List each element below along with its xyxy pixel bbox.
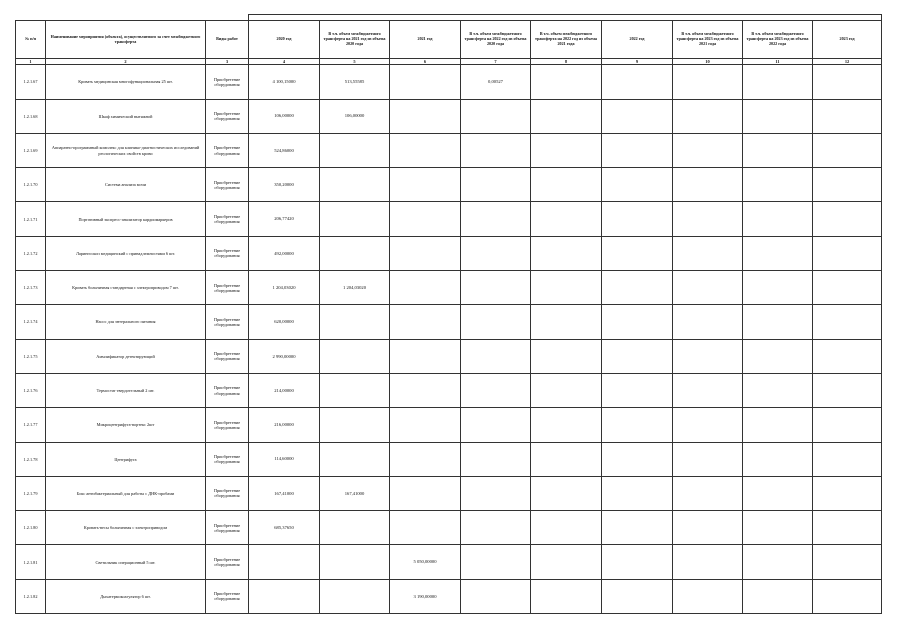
- table-cell: Приобретение оборудования: [206, 133, 249, 167]
- column-number: 10: [673, 59, 743, 65]
- table-row: [16, 271, 882, 305]
- column-header: В т.ч. объем межбюджетного трансферта на 2022 год из объема 2020 года: [461, 21, 531, 59]
- table-cell: [813, 442, 882, 476]
- table-cell: [461, 373, 531, 407]
- table-cell: Приобретение оборудования: [206, 202, 249, 236]
- table-cell: 1.2.1.69: [16, 133, 46, 167]
- table-cell: [743, 579, 813, 613]
- table-cell: [602, 168, 673, 202]
- table-cell: Приобретение оборудования: [206, 373, 249, 407]
- table-cell: [602, 271, 673, 305]
- table-cell: 1 204,03020: [249, 271, 320, 305]
- table-row: [16, 408, 882, 442]
- table-cell: [673, 442, 743, 476]
- table-cell: 513,55585: [320, 65, 390, 99]
- table-cell: [531, 339, 602, 373]
- table-cell: [673, 511, 743, 545]
- table-cell: 214,00000: [249, 373, 320, 407]
- table-cell: [743, 408, 813, 442]
- table-cell: Шкаф химический вытяжной: [46, 99, 206, 133]
- table-cell: [531, 305, 602, 339]
- table-cell: [320, 545, 390, 579]
- table-cell: [390, 408, 461, 442]
- table-cell: Приобретение оборудования: [206, 236, 249, 270]
- table-cell: [602, 339, 673, 373]
- table-cell: [602, 545, 673, 579]
- column-header: Наименование мероприятия (объекта), осуществляемого за счет межбюджетного трансферта: [46, 21, 206, 59]
- table-cell: [673, 545, 743, 579]
- table-row: [16, 99, 882, 133]
- table-cell: [531, 545, 602, 579]
- table-cell: [743, 545, 813, 579]
- table-cell: [461, 579, 531, 613]
- table-cell: [602, 511, 673, 545]
- table-cell: Приобретение оборудования: [206, 408, 249, 442]
- table-cell: [813, 99, 882, 133]
- table-row: [16, 133, 882, 167]
- table-cell: [320, 511, 390, 545]
- table-cell: [531, 511, 602, 545]
- table-cell: [320, 133, 390, 167]
- header-row: [16, 21, 882, 59]
- column-header: В т.ч. объем межбюджетного трансферта на 2022 год из объема 2021 года: [531, 21, 602, 59]
- column-header: № п/п: [16, 21, 46, 59]
- table-cell: [531, 373, 602, 407]
- column-number: 3: [206, 59, 249, 65]
- table-cell: [461, 202, 531, 236]
- table-cell: 1.2.1.79: [16, 476, 46, 510]
- table-cell: Приобретение оборудования: [206, 511, 249, 545]
- table-cell: [461, 99, 531, 133]
- column-number: 6: [390, 59, 461, 65]
- table-row: [16, 339, 882, 373]
- table-cell: [743, 373, 813, 407]
- table-cell: [320, 305, 390, 339]
- table-cell: [390, 236, 461, 270]
- table-cell: [531, 476, 602, 510]
- table-cell: 620,00000: [249, 305, 320, 339]
- table-row: [16, 579, 882, 613]
- table-cell: [602, 202, 673, 236]
- table-cell: 5 050,00000: [390, 545, 461, 579]
- table-cell: [390, 339, 461, 373]
- table-cell: [461, 408, 531, 442]
- table-cell: Кровать-весы больничная с электроприводом: [46, 511, 206, 545]
- table-cell: [673, 373, 743, 407]
- table-row: [16, 476, 882, 510]
- table-cell: [390, 476, 461, 510]
- table-cell: Приобретение оборудования: [206, 305, 249, 339]
- table-cell: [249, 545, 320, 579]
- table-cell: [743, 65, 813, 99]
- table-cell: [320, 236, 390, 270]
- table-cell: 1.2.1.81: [16, 545, 46, 579]
- table-cell: 1.2.1.72: [16, 236, 46, 270]
- table-cell: Приобретение оборудования: [206, 545, 249, 579]
- table-cell: [813, 271, 882, 305]
- table-cell: 1.2.1.70: [16, 168, 46, 202]
- table-row: [16, 373, 882, 407]
- table-cell: Кровать медицинская многофункциональная 25 шт.: [46, 65, 206, 99]
- table-cell: [461, 511, 531, 545]
- budget-table: [15, 14, 882, 614]
- table-cell: [461, 236, 531, 270]
- table-cell: [813, 133, 882, 167]
- table-cell: [813, 511, 882, 545]
- table-cell: 1.2.1.71: [16, 202, 46, 236]
- table-cell: [602, 442, 673, 476]
- table-cell: [743, 339, 813, 373]
- table-cell: [602, 133, 673, 167]
- table-cell: [531, 168, 602, 202]
- table-cell: [673, 168, 743, 202]
- table-cell: Приобретение оборудования: [206, 476, 249, 510]
- table-cell: Микроцентрифуга-вортекс 2шт: [46, 408, 206, 442]
- table-cell: [461, 133, 531, 167]
- column-header: Виды работ: [206, 21, 249, 59]
- table-cell: 1 204,03020: [320, 271, 390, 305]
- table-cell: [390, 271, 461, 305]
- table-cell: Система анализа мочи: [46, 168, 206, 202]
- column-number: 7: [461, 59, 531, 65]
- table-cell: [743, 476, 813, 510]
- table-cell: Центрифуга: [46, 442, 206, 476]
- column-number: 11: [743, 59, 813, 65]
- table-row: [16, 442, 882, 476]
- table-row: [16, 236, 882, 270]
- table-cell: [673, 579, 743, 613]
- table-cell: 1.2.1.74: [16, 305, 46, 339]
- column-number: 9: [602, 59, 673, 65]
- table-cell: [602, 579, 673, 613]
- table-cell: 1.2.1.67: [16, 65, 46, 99]
- table-cell: Кровать больничная стандартная с электроприводом 7 шт.: [46, 271, 206, 305]
- table-cell: [390, 133, 461, 167]
- table-cell: [673, 408, 743, 442]
- table-cell: [813, 65, 882, 99]
- table-cell: 1.2.1.80: [16, 511, 46, 545]
- table-cell: [673, 339, 743, 373]
- table-cell: [320, 442, 390, 476]
- table-cell: 216,00000: [249, 408, 320, 442]
- table-cell: [743, 442, 813, 476]
- table-cell: [461, 339, 531, 373]
- table-cell: [320, 168, 390, 202]
- table-cell: [461, 545, 531, 579]
- table-cell: [390, 305, 461, 339]
- table-cell: 167,41000: [320, 476, 390, 510]
- table-cell: 206,77420: [249, 202, 320, 236]
- table-cell: [320, 339, 390, 373]
- table-cell: Приобретение оборудования: [206, 99, 249, 133]
- table-cell: [602, 236, 673, 270]
- table-cell: [673, 99, 743, 133]
- table-cell: [602, 373, 673, 407]
- table-cell: Дыхатермокоагулятор 6 шт.: [46, 579, 206, 613]
- table-cell: Термостат твердотельный 2 шт.: [46, 373, 206, 407]
- table-cell: [673, 133, 743, 167]
- table-cell: [320, 373, 390, 407]
- table-cell: 1.2.1.82: [16, 579, 46, 613]
- column-number: 8: [531, 59, 602, 65]
- table-cell: [743, 99, 813, 133]
- table-cell: 167,41000: [249, 476, 320, 510]
- table-cell: 492,00000: [249, 236, 320, 270]
- table-cell: [673, 65, 743, 99]
- table-cell: [673, 305, 743, 339]
- table-cell: [531, 442, 602, 476]
- table-cell: [602, 476, 673, 510]
- table-cell: [390, 168, 461, 202]
- table-row: [16, 202, 882, 236]
- table-cell: 114,60000: [249, 442, 320, 476]
- table-cell: [743, 168, 813, 202]
- table-cell: 1.2.1.73: [16, 271, 46, 305]
- table-cell: [390, 99, 461, 133]
- table-cell: [249, 579, 320, 613]
- table-cell: Аппаратно-программный комплекс для клинико-диагностических исследований реологических свойств крови: [46, 133, 206, 167]
- table-cell: [743, 202, 813, 236]
- table-cell: [531, 271, 602, 305]
- table-body: [16, 65, 882, 614]
- table-cell: [673, 236, 743, 270]
- table-cell: [673, 202, 743, 236]
- table-cell: [531, 408, 602, 442]
- table-cell: [602, 99, 673, 133]
- table-cell: 350,20000: [249, 168, 320, 202]
- table-cell: 1.2.1.68: [16, 99, 46, 133]
- table-cell: 1.2.1.76: [16, 373, 46, 407]
- table-cell: Портативный экспресс-анализатор кардиомаркеров: [46, 202, 206, 236]
- column-header: 2021 год: [390, 21, 461, 59]
- column-header: 2022 год: [602, 21, 673, 59]
- table-cell: [602, 408, 673, 442]
- table-row: [16, 511, 882, 545]
- table-cell: [461, 271, 531, 305]
- table-cell: [461, 168, 531, 202]
- table-cell: [813, 476, 882, 510]
- table-cell: 1.2.1.77: [16, 408, 46, 442]
- table-cell: 0,00527: [461, 65, 531, 99]
- table-cell: [390, 65, 461, 99]
- column-header: 2023 год: [813, 21, 882, 59]
- table-cell: Приобретение оборудования: [206, 168, 249, 202]
- table-header: [16, 15, 882, 65]
- table-cell: [813, 373, 882, 407]
- column-header: В т.ч. объем межбюджетного трансферта на 2023 год из объема 2022 года: [743, 21, 813, 59]
- table-cell: [390, 511, 461, 545]
- table-cell: Приобретение оборудования: [206, 579, 249, 613]
- column-number: 12: [813, 59, 882, 65]
- table-cell: [320, 579, 390, 613]
- table-cell: [673, 271, 743, 305]
- table-cell: 524,86000: [249, 133, 320, 167]
- table-cell: [743, 271, 813, 305]
- table-cell: 3 190,00000: [390, 579, 461, 613]
- table-cell: [813, 579, 882, 613]
- table-cell: 4 100,15000: [249, 65, 320, 99]
- table-cell: [813, 305, 882, 339]
- table-cell: Аммлификатор детектирующий: [46, 339, 206, 373]
- table-cell: [531, 202, 602, 236]
- table-row: [16, 545, 882, 579]
- table-cell: [743, 511, 813, 545]
- column-number: 1: [16, 59, 46, 65]
- column-header: 2020 год: [249, 21, 320, 59]
- table-cell: 1.2.1.75: [16, 339, 46, 373]
- table-row: [16, 65, 882, 99]
- table-cell: [531, 133, 602, 167]
- table-cell: Приобретение оборудования: [206, 65, 249, 99]
- column-header: В т.ч. объем межбюджетного трансферта на 2021 год из объема 2020 года: [320, 21, 390, 59]
- table-cell: [813, 545, 882, 579]
- table-cell: Светильник операционный 5 шт.: [46, 545, 206, 579]
- table-cell: Приобретение оборудования: [206, 442, 249, 476]
- table-cell: Приобретение оборудования: [206, 271, 249, 305]
- table-row: [16, 168, 882, 202]
- table-cell: [813, 236, 882, 270]
- column-number: 5: [320, 59, 390, 65]
- table-cell: [461, 305, 531, 339]
- table-cell: [743, 305, 813, 339]
- table-cell: 2 990,00000: [249, 339, 320, 373]
- table-cell: [531, 99, 602, 133]
- table-cell: [461, 476, 531, 510]
- column-number: 2: [46, 59, 206, 65]
- table-cell: [461, 442, 531, 476]
- table-cell: [743, 133, 813, 167]
- table-cell: [813, 168, 882, 202]
- table-cell: 1.2.1.78: [16, 442, 46, 476]
- table-cell: [813, 339, 882, 373]
- table-cell: [813, 408, 882, 442]
- table-cell: [531, 236, 602, 270]
- table-cell: [743, 236, 813, 270]
- table-row: [16, 305, 882, 339]
- table-cell: Ларингоскоп медицинский с принадлежностями 6 шт.: [46, 236, 206, 270]
- table-cell: [390, 373, 461, 407]
- table-cell: [390, 442, 461, 476]
- table-cell: [531, 579, 602, 613]
- table-cell: Бокс антибактериальный для работы с ДНК-пробами: [46, 476, 206, 510]
- column-number: 4: [249, 59, 320, 65]
- column-header: В т.ч. объем межбюджетного трансферта на 2023 год из объема 2021 года: [673, 21, 743, 59]
- table-cell: [813, 202, 882, 236]
- table-cell: [390, 202, 461, 236]
- table-cell: Насос для энтерального питания: [46, 305, 206, 339]
- table-cell: 106,00000: [320, 99, 390, 133]
- table-cell: [602, 305, 673, 339]
- table-cell: [320, 408, 390, 442]
- table-cell: 106,00000: [249, 99, 320, 133]
- table-cell: [320, 202, 390, 236]
- table-cell: [673, 476, 743, 510]
- table-cell: 685,37650: [249, 511, 320, 545]
- table-cell: [602, 65, 673, 99]
- table-cell: Приобретение оборудования: [206, 339, 249, 373]
- table-cell: [531, 65, 602, 99]
